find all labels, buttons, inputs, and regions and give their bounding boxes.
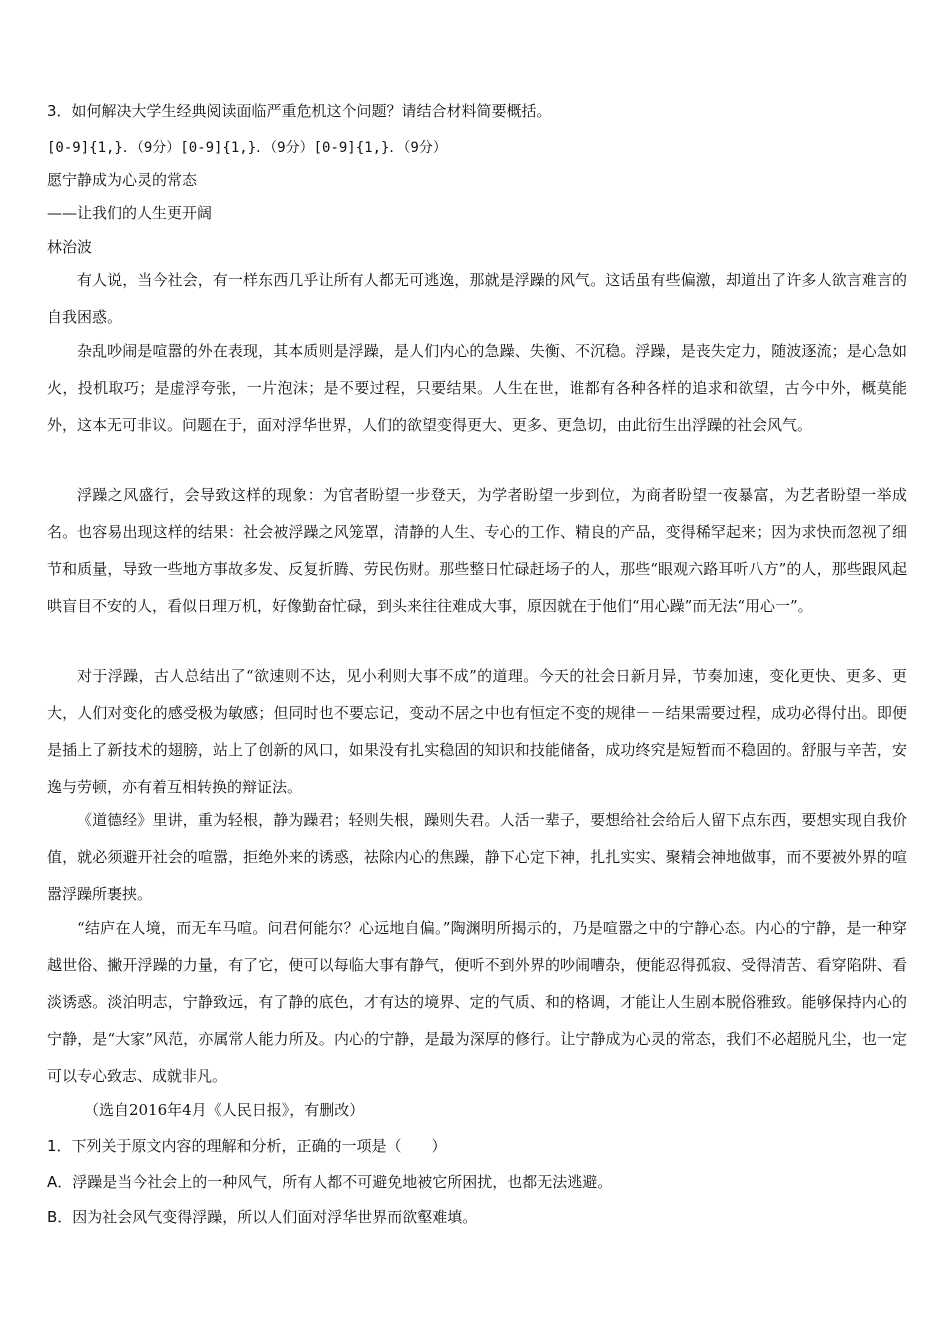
article-subtitle: ——让我们的人生更开阔 — [47, 204, 213, 222]
question-3: 3．如何解决大学生经典阅读面临严重危机这个问题？请结合材料简要概括。 — [47, 102, 552, 120]
article-title: 愿宁静成为心灵的常态 — [47, 171, 198, 189]
article-paragraph: 对于浮躁，古人总结出了“欲速则不达，见小利则大事不成”的道理。今天的社会日新月异，节奏加速，变化更快、更多、更大，人们对变化的感受极为敏感；但同时也不要忘记，变动不居之中也有恒定不变的规律－－结果需要过程，成功必得付出。即便是插上了新技术的翅膀，站上了创新的风口，如果没有扎实稳固的知识和技能储备，成功终究是短暂而不稳固的。舒服与辛苦，安逸与劳顿，亦有着互相转换的辩证法。 — [47, 667, 907, 796]
answer-template-line: [0-9]{1,}．（9分）[0-9]{1,}．（9分）[0-9]{1,}．（9分） — [47, 140, 447, 156]
article-paragraph: 《道德经》里讲，重为轻根，静为躁君；轻则失根，躁则失君。人活一辈子，要想给社会给后人留下点东西，要想实现自我价值，就必须避开社会的喧嚣，拒绝外来的诱惑，祛除内心的焦躁，静下心定下神，扎扎实实、聚精会神地做事，而不要被外界的喧嚣浮躁所裹挟。 — [47, 811, 907, 903]
article-source: （选自2016年4月《人民日报》，有删改） — [84, 1101, 365, 1119]
question-1-stem: 1．下列关于原文内容的理解和分析，正确的一项是（ ） — [47, 1137, 447, 1155]
article-author: 林治波 — [47, 238, 93, 256]
article-paragraph: “结庐在人境，而无车马喧。问君何能尔？心远地自偏。”陶渊明所揭示的，乃是喧嚣之中的宁静心态。内心的宁静，是一种穿越世俗、撇开浮躁的力量，有了它，便可以每临大事有静气，便听不到外界的吵闹嘈杂，便能忍得孤寂、受得清苦、看穿陷阱、看淡诱惑。淡泊明志，宁静致远，有了静的底色，才有达的境界、定的气质、和的格调，才能让人生剧本脱俗雅致。能够保持内心的宁静，是“大家”风范，亦属常人能力所及。内心的宁静，是最为深厚的修行。让宁静成为心灵的常态，我们不必超脱凡尘，也一定可以专心致志、成就非凡。 — [47, 919, 907, 1085]
article-paragraph: 浮躁之风盛行，会导致这样的现象：为官者盼望一步登天，为学者盼望一步到位，为商者盼望一夜暴富，为艺者盼望一举成名。也容易出现这样的结果：社会被浮躁之风笼罩，清静的人生、专心的工作、精良的产品，变得稀罕起来；因为求快而忽视了细节和质量，导致一些地方事故多发、反复折腾、劳民伤财。那些整日忙碌赶场子的人，那些“眼观六路耳听八方”的人，那些跟风起哄盲目不安的人，看似日理万机，好像勤奋忙碌，到头来往往难成大事，原因就在于他们“用心躁”而无法“用心一”。 — [47, 486, 907, 615]
article-paragraph: 杂乱吵闹是喧嚣的外在表现，其本质则是浮躁，是人们内心的急躁、失衡、不沉稳。浮躁，是丧失定力，随波逐流；是心急如火，投机取巧；是虚浮夸张，一片泡沫；是不要过程，只要结果。人生在世，谁都有各种各样的追求和欲望，古今中外，概莫能外，这本无可非议。问题在于，面对浮华世界，人们的欲望变得更大、更多、更急切，由此衍生出浮躁的社会风气。 — [47, 342, 907, 434]
question-1-option-b: B．因为社会风气变得浮躁，所以人们面对浮华世界而欲壑难填。 — [47, 1208, 478, 1226]
article-paragraph: 有人说，当今社会，有一样东西几乎让所有人都无可逃逸，那就是浮躁的风气。这话虽有些偏激，却道出了许多人欲言难言的自我困惑。 — [47, 271, 907, 326]
question-1-option-a: A．浮躁是当今社会上的一种风气，所有人都不可避免地被它所困扰，也都无法逃避。 — [47, 1173, 613, 1191]
